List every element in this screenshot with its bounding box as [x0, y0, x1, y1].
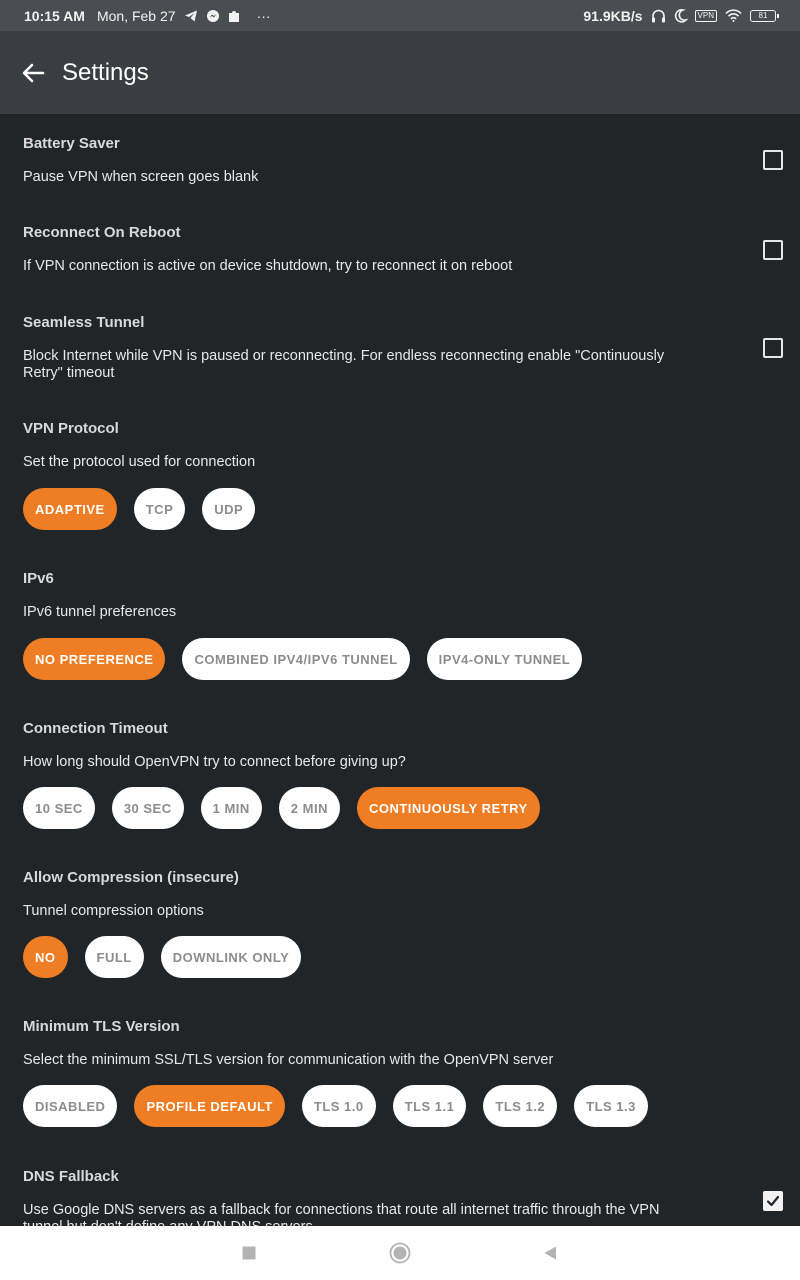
status-time: 10:15 AM: [24, 7, 85, 24]
status-bar: [0, 0, 800, 31]
wifi-icon: [725, 9, 742, 22]
app-bar: [0, 31, 800, 114]
option-tcp[interactable]: TCP: [134, 488, 186, 530]
setting-description: Set the protocol used for connection: [23, 454, 256, 470]
setting-description: IPv6 tunnel preferences: [23, 604, 177, 620]
battery-level: 81: [758, 11, 768, 20]
back-arrow-icon[interactable]: [20, 60, 46, 86]
setting-description: Block Internet while VPN is paused or reconnecting. For endless reconnecting enable "Continuously Retry" timeout: [23, 348, 665, 381]
system-nav-bar: [0, 1226, 800, 1280]
option-1-min[interactable]: 1 MIN: [201, 787, 262, 829]
setting-description: Pause VPN when screen goes blank: [23, 169, 259, 185]
option-2-min[interactable]: 2 MIN: [279, 787, 340, 829]
min-tls-options: [23, 1085, 648, 1127]
option-continuously-retry[interactable]: CONTINUOUSLY RETRY: [357, 787, 540, 829]
vpn-icon: VPN: [695, 10, 717, 22]
puzzle-icon: [228, 9, 241, 23]
square-recents-icon[interactable]: [238, 1242, 260, 1264]
headphones-icon: [651, 9, 666, 23]
option-disabled[interactable]: DISABLED: [23, 1085, 117, 1127]
option-ipv4-only[interactable]: IPV4-ONLY TUNNEL: [427, 638, 583, 680]
option-full[interactable]: FULL: [85, 936, 144, 978]
reconnect-on-reboot-checkbox[interactable]: [763, 240, 783, 260]
triangle-back-icon[interactable]: [539, 1242, 561, 1264]
battery-icon: [750, 10, 776, 22]
settings-list[interactable]: [0, 114, 800, 1226]
setting-title: IPv6: [23, 570, 54, 587]
telegram-icon: [184, 9, 198, 23]
option-udp[interactable]: UDP: [202, 488, 255, 530]
setting-title: VPN Protocol: [23, 420, 119, 437]
moon-icon: [674, 9, 687, 23]
messenger-icon: [206, 9, 220, 23]
seamless-tunnel-checkbox[interactable]: [763, 338, 783, 358]
option-adaptive[interactable]: ADAPTIVE: [23, 488, 117, 530]
circle-home-icon[interactable]: [389, 1242, 411, 1264]
option-tls-1-1[interactable]: TLS 1.1: [393, 1085, 467, 1127]
checkmark-icon: [766, 1194, 780, 1208]
setting-description: Tunnel compression options: [23, 903, 204, 919]
setting-description: Use Google DNS servers as a fallback for connections that route all internet traffic through the VPN: [23, 1202, 660, 1218]
compression-options: [23, 936, 301, 978]
status-more: ···: [256, 7, 271, 24]
option-downlink-only[interactable]: DOWNLINK ONLY: [161, 936, 302, 978]
ipv6-options: [23, 638, 582, 680]
option-no-preference[interactable]: NO PREFERENCE: [23, 638, 165, 680]
option-10-sec[interactable]: 10 SEC: [23, 787, 95, 829]
option-tls-1-0[interactable]: TLS 1.0: [302, 1085, 376, 1127]
status-bar-right: [583, 8, 776, 24]
setting-description: Select the minimum SSL/TLS version for communication with the OpenVPN server: [23, 1052, 554, 1068]
setting-title: Seamless Tunnel: [23, 314, 145, 331]
setting-title: Allow Compression (insecure): [23, 869, 239, 886]
option-tls-1-3[interactable]: TLS 1.3: [574, 1085, 648, 1127]
setting-title: Minimum TLS Version: [23, 1018, 180, 1035]
vpn-protocol-options: [23, 488, 255, 530]
connection-timeout-options: [23, 787, 540, 829]
setting-title: Connection Timeout: [23, 720, 168, 737]
option-30-sec[interactable]: 30 SEC: [112, 787, 184, 829]
setting-description: How long should OpenVPN try to connect before giving up?: [23, 754, 406, 770]
network-speed: 91.9KB/s: [583, 7, 643, 24]
status-date: Mon, Feb 27: [96, 7, 176, 24]
page-title: Settings: [62, 58, 149, 86]
dns-fallback-checkbox[interactable]: [763, 1191, 783, 1211]
option-tls-1-2[interactable]: TLS 1.2: [483, 1085, 557, 1127]
battery-saver-checkbox[interactable]: [763, 150, 783, 170]
setting-title: Battery Saver: [23, 135, 120, 152]
option-no[interactable]: NO: [23, 936, 68, 978]
setting-description: If VPN connection is active on device shutdown, try to reconnect it on reboot: [23, 258, 513, 274]
status-bar-left: [24, 8, 271, 24]
option-profile-default[interactable]: PROFILE DEFAULT: [134, 1085, 284, 1127]
option-combined-ipv4-ipv6[interactable]: COMBINED IPV4/IPV6 TUNNEL: [182, 638, 409, 680]
setting-title: DNS Fallback: [23, 1168, 119, 1185]
setting-title: Reconnect On Reboot: [23, 224, 181, 241]
